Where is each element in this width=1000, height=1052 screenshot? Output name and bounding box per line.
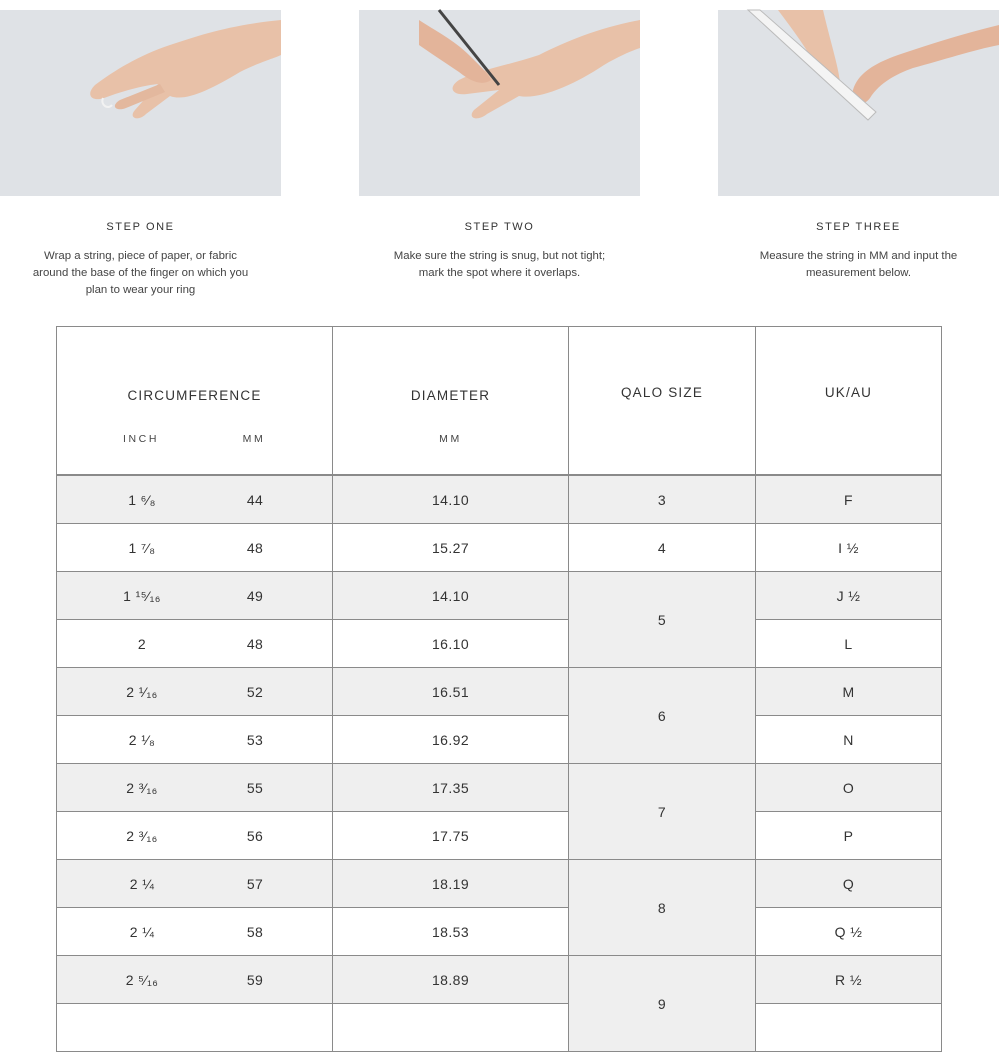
diameter-value [332, 523, 569, 572]
uk-au-value [755, 811, 942, 860]
mm-value: 53 [246, 731, 264, 748]
uk-au-value-text: Q [842, 875, 855, 892]
table-row-circumference [56, 715, 333, 764]
diameter-value-text: 18.53 [431, 923, 470, 940]
qalo-size-value [568, 667, 756, 764]
diameter-label: DIAMETER [410, 388, 491, 403]
mm-value: 44 [246, 491, 264, 508]
uk-au-value [755, 475, 942, 524]
step-three-text: Measure the string in MM and input the measurement below. [759, 250, 958, 279]
inch-value: 1 ¹⁵⁄₁₆ [123, 587, 161, 604]
qalo-size-value-text: 7 [657, 803, 667, 820]
diameter-value [332, 811, 569, 860]
mm-value: 58 [246, 923, 264, 940]
mm-value: 52 [246, 683, 264, 700]
diameter-value-text: 16.51 [431, 683, 470, 700]
mm-value: 48 [246, 539, 264, 556]
diameter-value-text: 15.27 [431, 539, 470, 556]
step-two-text: Make sure the string is snug, but not tight; mark the spot where it overlaps. [393, 250, 606, 279]
uk-au-label: UK/AU [824, 385, 873, 400]
diameter-value [332, 907, 569, 956]
diameter-value [332, 859, 569, 908]
step-three-photo [718, 10, 999, 196]
step-one-text: Wrap a string, piece of paper, or fabric around the base of the finger on which you plan to wear your ring [32, 250, 249, 296]
step-one-title: STEP ONE [106, 221, 175, 233]
step-two-title: STEP TWO [464, 221, 535, 233]
qalo-size-value-text: 6 [657, 707, 667, 724]
inch-value: 2 ¹⁄₁₆ [126, 683, 158, 700]
diameter-value [332, 475, 569, 524]
mm-value: 48 [246, 635, 264, 652]
table-row-partial [332, 1003, 569, 1052]
header-qalo-size [568, 326, 756, 475]
diameter-value-text: 17.35 [431, 779, 470, 796]
mm-value: 57 [246, 875, 264, 892]
qalo-size-value-text: 5 [657, 611, 667, 628]
table-row-circumference [56, 667, 333, 716]
uk-au-value [755, 955, 942, 1004]
mm-value: 49 [246, 587, 264, 604]
uk-au-value [755, 715, 942, 764]
table-row-partial [56, 1003, 333, 1052]
table-row-circumference [56, 811, 333, 860]
table-row-circumference [56, 523, 333, 572]
ring-size-table [56, 326, 942, 1026]
diameter-value-text: 14.10 [431, 587, 470, 604]
qalo-size-value-text: 4 [657, 539, 667, 556]
qalo-size-value-text: 8 [657, 899, 667, 916]
qalo-size-value [568, 763, 756, 860]
uk-au-value-text: L [844, 635, 853, 652]
table-row-circumference [56, 907, 333, 956]
header-uk-au [755, 326, 942, 475]
qalo-size-value [568, 523, 756, 572]
table-row-circumference [56, 619, 333, 668]
mm-value: 56 [246, 827, 264, 844]
table-row-circumference [56, 571, 333, 620]
step-two-photo [359, 10, 640, 196]
qalo-size-value-text: 9 [657, 995, 667, 1012]
diameter-value-text: 17.75 [431, 827, 470, 844]
inch-value: 2 ¼ [129, 923, 155, 940]
inch-value: 1 ⁶⁄₈ [128, 491, 156, 508]
inch-value: 2 ¹⁄₈ [128, 731, 156, 748]
table-row-circumference [56, 955, 333, 1004]
diameter-value [332, 763, 569, 812]
mm-value: 55 [246, 779, 264, 796]
qalo-size-value [568, 859, 756, 956]
diameter-value [332, 667, 569, 716]
table-row-partial [755, 1003, 942, 1052]
uk-au-value [755, 523, 942, 572]
uk-au-value-text: N [843, 731, 854, 748]
diameter-unit-label: MM [439, 433, 462, 445]
uk-au-value [755, 763, 942, 812]
qalo-size-value [568, 955, 756, 1052]
diameter-value-text: 14.10 [431, 491, 470, 508]
qalo-size-value [568, 475, 756, 524]
inch-value: 2 ⁵⁄₁₆ [125, 971, 159, 988]
step-one-photo [0, 10, 281, 196]
table-row-circumference [56, 475, 333, 524]
uk-au-value-text: Q ½ [834, 923, 863, 940]
diameter-value [332, 619, 569, 668]
diameter-value-text: 16.92 [431, 731, 470, 748]
inch-label: INCH [122, 433, 160, 445]
uk-au-value-text: M [842, 683, 855, 700]
uk-au-value-text: O [842, 779, 855, 796]
inch-value: 2 ³⁄₁₆ [126, 827, 158, 844]
uk-au-value-text: I ½ [838, 539, 859, 556]
diameter-value [332, 715, 569, 764]
circumference-label: CIRCUMFERENCE [127, 388, 262, 403]
mm-label: MM [242, 433, 266, 445]
uk-au-value [755, 907, 942, 956]
inch-value: 1 ⁷⁄₈ [128, 539, 156, 556]
table-row-circumference [56, 763, 333, 812]
qalo-size-label: QALO SIZE [620, 385, 704, 400]
uk-au-value [755, 619, 942, 668]
inch-value: 2 ³⁄₁₆ [126, 779, 158, 796]
uk-au-value [755, 667, 942, 716]
uk-au-value-text: R ½ [835, 971, 862, 988]
uk-au-value [755, 571, 942, 620]
inch-value: 2 ¼ [129, 875, 155, 892]
step-three-title: STEP THREE [816, 221, 901, 233]
qalo-size-value [568, 571, 756, 668]
qalo-size-value-text: 3 [657, 491, 667, 508]
diameter-value-text: 18.89 [431, 971, 470, 988]
diameter-value [332, 571, 569, 620]
uk-au-value-text: P [843, 827, 854, 844]
uk-au-value [755, 859, 942, 908]
inch-value: 2 [137, 635, 147, 652]
diameter-value-text: 18.19 [431, 875, 470, 892]
uk-au-value-text: F [844, 491, 853, 508]
mm-value: 59 [246, 971, 264, 988]
uk-au-value-text: J ½ [836, 587, 861, 604]
table-row-circumference [56, 859, 333, 908]
diameter-value [332, 955, 569, 1004]
diameter-value-text: 16.10 [431, 635, 470, 652]
